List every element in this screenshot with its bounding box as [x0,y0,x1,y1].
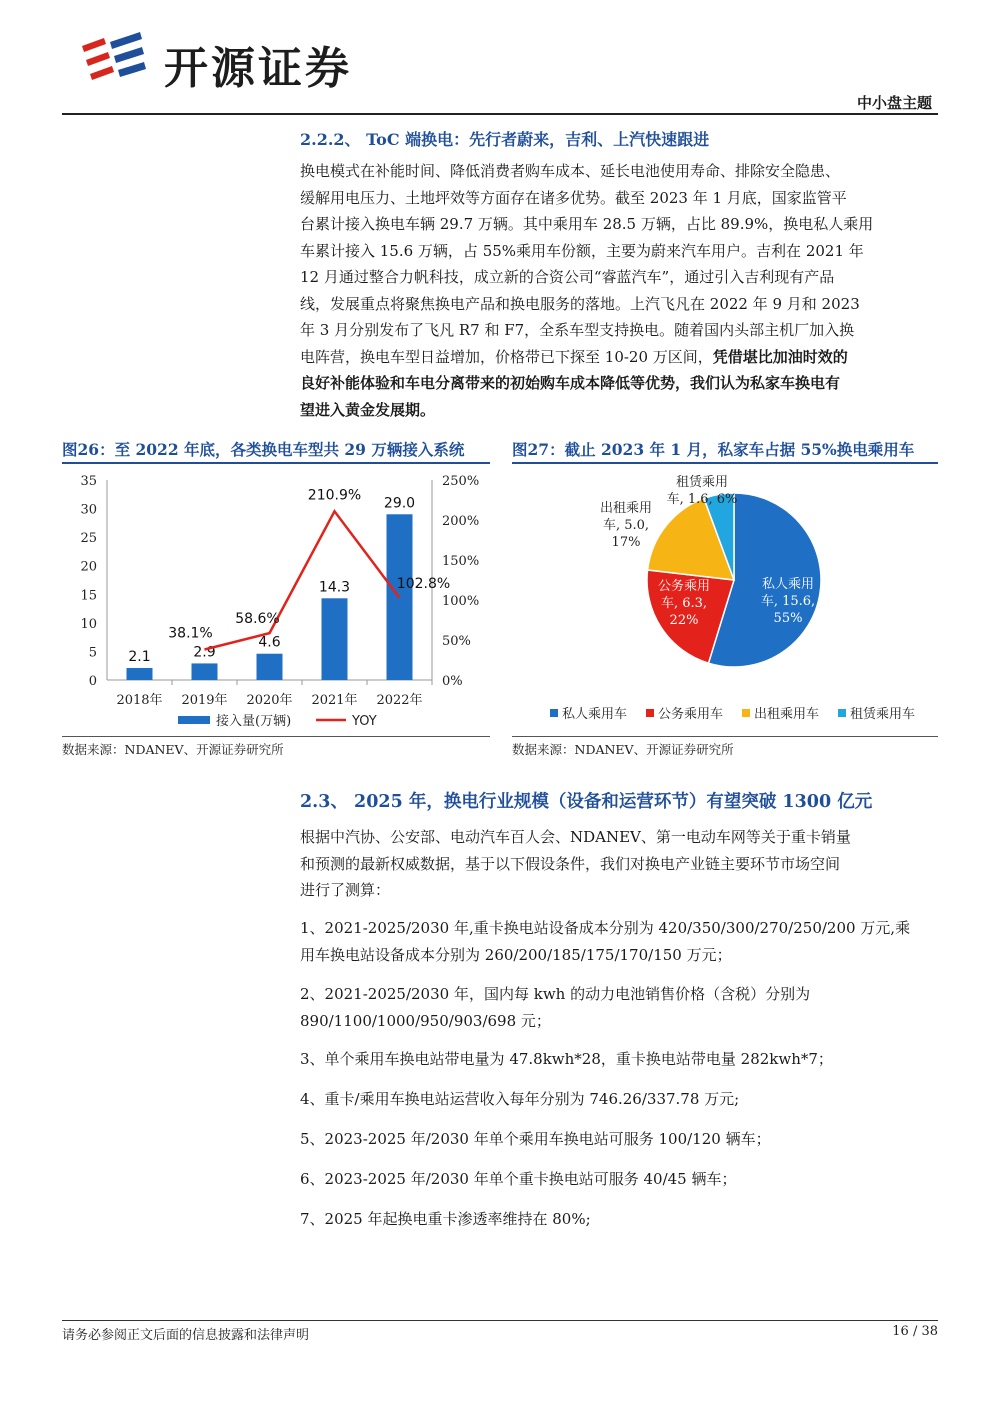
body-bold-text: 凭借堪比加油时效的 [712,347,848,366]
legend-label: 租赁乘用车 [850,707,916,722]
fig27-source: 数据来源：NDANEV、开源证券研究所 [512,742,734,757]
item-line: 用车换电站设备成本分别为 260/200/185/175/170/150 万元； [300,945,732,964]
y-tick-label: 10 [80,616,97,632]
assumption-item-5: 5、2023-2025 年/2030 年单个乘用车换电站可服务 100/120 辆车； [300,1130,771,1148]
y-tick-label: 35 [80,474,97,489]
bar-value-label: 4.6 [258,634,281,651]
yoy-value-label: 38.1% [168,625,213,642]
bar [257,654,283,680]
x-tick-label: 2021年 [311,693,358,708]
assumption-item-3: 3、单个乘用车换电站带电量为 47.8kwh*28，重卡换电站带电量 282kwh*7； [300,1050,833,1068]
pie-label-line: 17% [611,535,641,550]
assumption-item-1 [300,915,938,968]
legend-swatch [646,709,654,717]
bar-value-label: 2.9 [193,644,216,661]
fig26-title: 图26：至 2022 年底，各类换电车型共 29 万辆接入系统 [62,440,465,459]
body-line: 线，发展重点将聚焦换电产品和换电服务的落地。上汽飞凡在 2022 年 9 月和 2023 [300,294,860,313]
assumption-item-6: 6、2023-2025 年/2030 年单个重卡换电站可服务 40/45 辆车； [300,1170,737,1188]
pie-label-line: 22% [669,613,699,628]
footer-divider [62,1320,938,1321]
y2-tick-label: 100% [442,594,480,609]
body-line: 根据中汽协、公安部、电动汽车百人会、NDANEV、第一电动车网等关于重卡销量 [300,828,851,846]
section-222-title: 2.2.2、 ToC 端换电：先行者蔚来，吉利、上汽快速跟进 [300,130,710,149]
y-tick-label: 0 [88,674,97,689]
pie-label-line: 车, 15.6, [760,594,816,609]
y2-tick-label: 250% [442,474,480,489]
bar-value-label: 2.1 [128,649,151,665]
item-line: 890/1100/1000/950/903/698 元； [300,1011,551,1030]
pie-slice-label [667,474,738,507]
legend-swatch [742,709,750,717]
bar [322,598,348,680]
pie-slice-label [600,500,652,550]
footer-page-number: 16 / 38 [892,1324,938,1339]
legend-label: 公务乘用车 [658,707,724,722]
header-divider [62,113,938,115]
legend-swatch [838,709,846,717]
y-tick-label: 30 [80,502,97,518]
legend-label: YOY [352,714,377,729]
y2-tick-label: 200% [442,514,480,529]
bar-value-label: 14.3 [318,579,351,596]
yoy-value-label: 210.9% [307,487,362,504]
pie-label-line: 车, 5.0, [602,518,650,533]
assumption-item-2 [300,981,938,1034]
fig26-title-rule [62,462,490,464]
body-text: 电阵营，换电车型日益增加，价格带已下探至 10-20 万区间， [300,347,713,366]
pie-label-line: 公务乘用 [657,579,711,594]
body-line: 换电模式在补能时间、降低消费者购车成本、延长电池使用寿命、排除安全隐患、 [300,162,841,180]
logo-mark-icon [76,30,146,90]
y2-tick-label: 50% [442,634,471,649]
fig26-source: 数据来源：NDANEV、开源证券研究所 [62,742,284,757]
y-tick-label: 5 [88,645,97,661]
assumption-item-7: 7、2025 年起换电重卡渗透率维持在 80%; [300,1210,591,1228]
yoy-line [205,511,400,649]
y-tick-label: 25 [80,531,97,547]
section-23-intro [300,824,938,904]
bar [127,668,153,680]
section-222-body [300,158,938,423]
fig26-bar-line-chart [62,466,490,736]
body-line: 台累计接入换电车辆 29.7 万辆。其中乘用车 28.5 万辆，占比 89.9%，换电私人乘用 [300,215,874,233]
body-line: 和预测的最新权威数据，基于以下假设条件，我们对换电产业链主要环节市场空间 [300,854,841,873]
x-tick-label: 2019年 [181,693,228,708]
body-bold-text: 望进入黄金发展期。 [300,400,436,419]
brand-name: 开源证券 [164,43,352,94]
pie-label-line: 车, 6.3, [660,596,708,611]
x-tick-label: 2020年 [246,693,293,708]
pie-label-line: 车, 1.6, 6% [666,492,738,507]
yoy-value-label: 102.8% [396,575,451,592]
pie-label-line: 私人乘用 [761,577,815,592]
legend-label: 接入量(万辆) [216,714,292,729]
y-tick-label: 20 [80,559,97,575]
item-line: 2、2021-2025/2030 年，国内每 kwh 的动力电池销售价格（含税）分别为 [300,985,811,1003]
fig27-bottom-rule [512,736,938,737]
body-line: 进行了测算： [300,881,391,899]
bar-value-label: 29.0 [383,495,416,512]
x-tick-label: 2022年 [376,693,423,708]
header-topic: 中小盘主题 [856,94,932,112]
body-line: 缓解用电压力、土地坪效等方面存在诸多优势。截至 2023 年 1 月底，国家监管平 [300,188,847,207]
body-line [300,370,938,397]
brand-logo [76,30,376,94]
body-line [300,344,938,371]
fig26-bottom-rule [62,736,490,737]
body-line [300,397,938,424]
pie-label-line: 55% [773,611,803,626]
yoy-value-label: 58.6% [235,611,280,628]
pie-label-line: 出租乘用 [599,501,653,516]
legend-swatch [550,709,558,717]
legend-label: 出租乘用车 [754,707,820,722]
legend-swatch-bar [178,716,210,724]
fig27-title-rule [512,462,938,464]
y2-tick-label: 0% [442,674,463,689]
pie-label-line: 租赁乘用 [675,475,729,490]
body-line: 年 3 月分别发布了飞凡 R7 和 F7，全系车型支持换电。随着国内头部主机厂加入换 [300,321,855,339]
body-line: 车累计接入 15.6 万辆，占 55%乘用车份额，主要为蔚来汽车用户。吉利在 2021 年 [300,241,864,260]
body-bold-text: 良好补能体验和车电分离带来的初始购车成本降低等优势，我们认为私家车换电有 [300,374,841,392]
assumption-item-4: 4、重卡/乘用车换电站运营收入每年分别为 746.26/337.78 万元; [300,1090,740,1108]
item-line: 1、2021-2025/2030 年,重卡换电站设备成本分别为 420/350/300/270/250/200 万元,乘 [300,919,911,937]
y-tick-label: 15 [80,588,97,604]
footer-disclaimer: 请务必参阅正文后面的信息披露和法律声明 [62,1328,310,1343]
x-tick-label: 2018年 [116,693,163,708]
y2-tick-label: 150% [442,554,480,569]
legend-label: 私人乘用车 [562,707,628,722]
body-line: 12 月通过整合力帆科技，成立新的合资公司“睿蓝汽车”，通过引入吉利现有产品 [300,268,835,286]
fig27-title: 图27：截止 2023 年 1 月，私家车占据 55%换电乘用车 [512,440,915,459]
section-23-title: 2.3、 2025 年，换电行业规模（设备和运营环节）有望突破 1300 亿元 [300,792,873,812]
fig27-pie-chart [512,466,938,736]
bar [192,663,218,680]
